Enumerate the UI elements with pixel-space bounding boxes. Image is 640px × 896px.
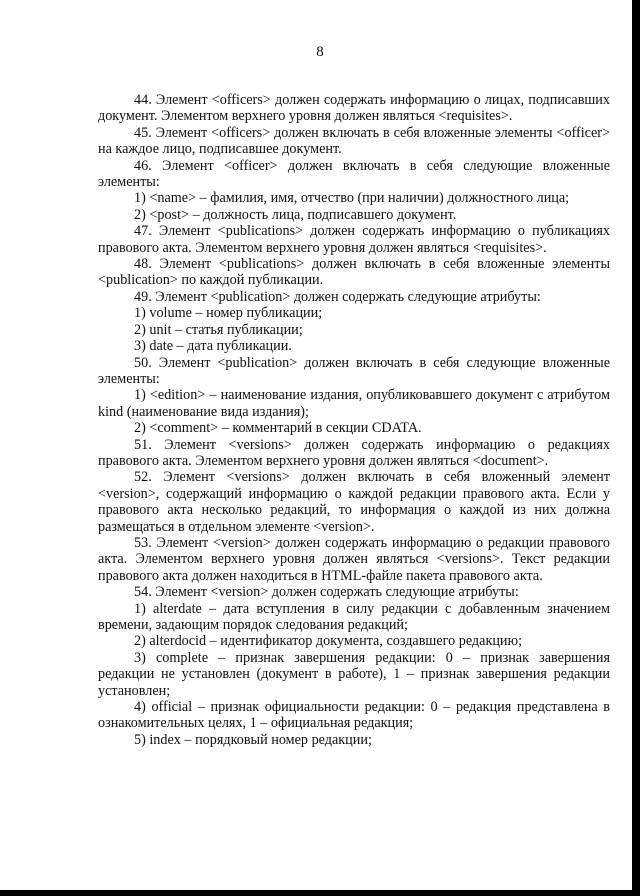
scan-edge-bottom	[0, 890, 640, 896]
paragraph-49-item-3: 3) date – дата публикации.	[134, 338, 292, 355]
paragraph-48: 48. Элемент <publications> должен включать в себя вложенные элементы <publication> по каждой публикации.	[98, 256, 610, 289]
scan-edge-right	[632, 0, 640, 896]
paragraph-54-item-1: 1) alterdate – дата вступления в силу редакции с добавленным значением времени, задающим порядок следования редакций;	[98, 600, 610, 633]
paragraph-54-item-5: 5) index – порядковый номер редакции;	[134, 731, 372, 748]
paragraph-46: 46. Элемент <officer> должен включать в себя следующие вложенные элементы:	[98, 157, 610, 191]
paragraph-50: 50. Элемент <publication> должен включать в себя следующие вложенные элементы:	[98, 354, 610, 387]
paragraph-47: 47. Элемент <publications> должен содержать информацию о публикациях правового акта. Элементом верхнего уровня должен являться <requisites>.	[98, 223, 610, 256]
paragraph-53: 53. Элемент <version> должен содержать информацию о редакции правового акта. Элементом верхнего уровня должен являться <versions>. Текст редакции правового акта должен находиться в HTML-файле пакета правового акта.	[98, 534, 610, 584]
paragraph-45: 45. Элемент <officers> должен включать в себя вложенные элементы <officer> на каждое лицо, подписавшее документ.	[98, 124, 610, 158]
paragraph-50-item-2: 2) <comment> – комментарий в секции CDATA.	[134, 420, 422, 437]
paragraph-49-item-2: 2) unit – статья публикации;	[134, 321, 303, 338]
paragraph-49-item-1: 1) volume – номер публикации;	[134, 305, 323, 322]
paragraph-52: 52. Элемент <versions> должен включать в себя вложенный элемент <version>, содержащий информацию о каждой редакции правового акта. Если у правового акта несколько редакций, то информация о каждой из них должна размещаться в отдельном элементе <version>.	[98, 469, 610, 535]
page-number: 8	[316, 44, 324, 60]
paragraph-46-item-2: 2) <post> – должность лица, подписавшего документ.	[134, 206, 457, 223]
paragraph-51: 51. Элемент <versions> должен содержать информацию о редакциях правового акта. Элементом верхнего уровня должен являться <document>.	[98, 436, 610, 469]
paragraph-49: 49. Элемент <publication> должен содержать следующие атрибуты:	[134, 288, 541, 305]
paragraph-54-item-2: 2) alterdocid – идентификатор документа, создавшего редакцию;	[134, 633, 523, 650]
paragraph-54: 54. Элемент <version> должен содержать следующие атрибуты:	[134, 584, 519, 601]
document-body	[98, 92, 610, 748]
paragraph-50-item-1: 1) <edition> – наименование издания, опубликовавшего документ с атрибутом kind (наименование вида издания);	[98, 387, 610, 420]
paragraph-54-item-4: 4) official – признак официальности редакции: 0 – редакция представлена в ознакомительных целях, 1 – официальная редакция;	[98, 699, 610, 732]
paragraph-54-item-3: 3) complete – признак завершения редакции: 0 – признак завершения редакции не установлен (документ в работе), 1 – признак завершения редакции установлен;	[98, 649, 610, 699]
paragraph-44: 44. Элемент <officers> должен содержать информацию о лицах, подписавших документ. Элементом верхнего уровня должен являться <requisites>.	[98, 92, 610, 125]
paragraph-46-item-1: 1) <name> – фамилия, имя, отчество (при наличии) должностного лица;	[134, 190, 570, 207]
